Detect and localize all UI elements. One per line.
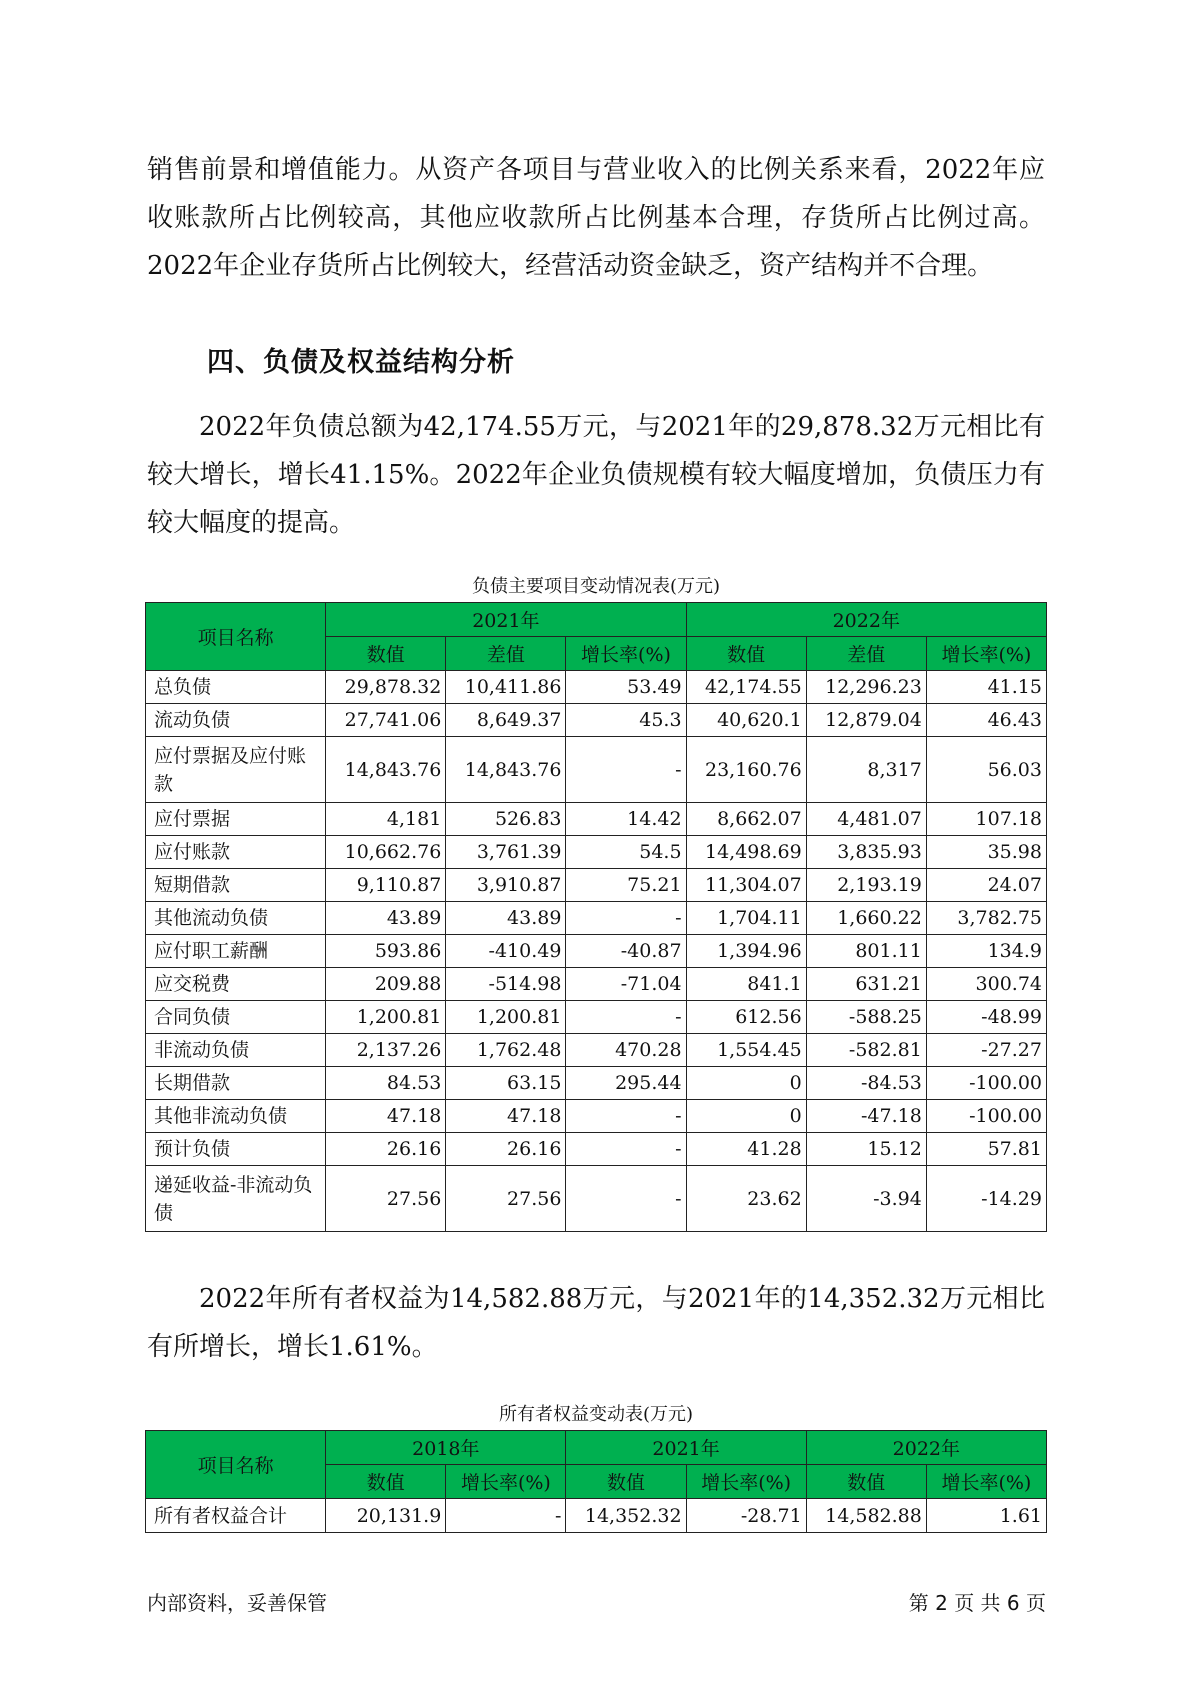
paragraph-liabilities: 2022年负债总额为42,174.55万元，与2021年的29,878.32万元相比有较大增长，增长41.15%。2022年企业负债规模有较大幅度增加，负债压力有较大幅度的提高。 [147, 412, 1045, 538]
table-row [146, 1499, 1047, 1533]
table-cell: 593.86 [326, 935, 446, 968]
header-growth: 增长率(%) [926, 637, 1046, 671]
table-cell: 53.49 [566, 671, 686, 704]
table-cell: 10,411.86 [446, 671, 566, 704]
table-cell: - [566, 1100, 686, 1133]
table-cell: 1.61 [926, 1499, 1046, 1533]
table-cell: 23,160.76 [686, 737, 806, 803]
table-cell: 3,782.75 [926, 902, 1046, 935]
table-row [146, 1034, 1047, 1067]
table-cell: 526.83 [446, 803, 566, 836]
table-cell: - [566, 1133, 686, 1166]
row-label: 应付票据 [146, 803, 326, 836]
table-caption-equity: 所有者权益变动表(万元) [498, 1404, 694, 1425]
row-label: 预计负债 [146, 1133, 326, 1166]
header-growth: 增长率(%) [926, 1465, 1046, 1499]
table-cell: 41.15 [926, 671, 1046, 704]
row-label: 短期借款 [146, 869, 326, 902]
table-cell: 47.18 [446, 1100, 566, 1133]
header-year-2022: 2022年 [686, 603, 1046, 637]
header-value: 数值 [326, 637, 446, 671]
table-cell: 8,317 [806, 737, 926, 803]
table-cell: 1,200.81 [326, 1001, 446, 1034]
section-heading: 四、负债及权益结构分析 [207, 347, 515, 378]
table-cell: 612.56 [686, 1001, 806, 1034]
table-cell: 43.89 [326, 902, 446, 935]
header-value: 数值 [326, 1465, 446, 1499]
header-item-name: 项目名称 [146, 603, 326, 671]
table-cell: 54.5 [566, 836, 686, 869]
table-cell: 12,879.04 [806, 704, 926, 737]
table-cell: 801.11 [806, 935, 926, 968]
row-label: 合同负债 [146, 1001, 326, 1034]
table-cell: 27,741.06 [326, 704, 446, 737]
table-row [146, 671, 1047, 704]
table-cell: - [566, 902, 686, 935]
table-row [146, 704, 1047, 737]
table-cell: - [566, 1166, 686, 1232]
row-label: 非流动负债 [146, 1034, 326, 1067]
table-cell: 107.18 [926, 803, 1046, 836]
table-cell: -84.53 [806, 1067, 926, 1100]
table-caption-liabilities: 负债主要项目变动情况表(万元) [471, 576, 721, 597]
table-cell: -514.98 [446, 968, 566, 1001]
table-cell: 14,843.76 [446, 737, 566, 803]
table-cell: -14.29 [926, 1166, 1046, 1232]
row-label: 其他非流动负债 [146, 1100, 326, 1133]
table-row [146, 1133, 1047, 1166]
table-cell: - [446, 1499, 566, 1533]
table-cell: 631.21 [806, 968, 926, 1001]
table-cell: 10,662.76 [326, 836, 446, 869]
table-row [146, 935, 1047, 968]
table-cell: 47.18 [326, 1100, 446, 1133]
table-cell: 3,910.87 [446, 869, 566, 902]
table-cell: 295.44 [566, 1067, 686, 1100]
table-cell: 14,498.69 [686, 836, 806, 869]
table-cell: -40.87 [566, 935, 686, 968]
table-cell: 1,762.48 [446, 1034, 566, 1067]
table-cell: 8,649.37 [446, 704, 566, 737]
table-cell: 2,193.19 [806, 869, 926, 902]
table-cell: -3.94 [806, 1166, 926, 1232]
header-value: 数值 [806, 1465, 926, 1499]
table-cell: 45.3 [566, 704, 686, 737]
row-label: 所有者权益合计 [146, 1499, 326, 1533]
table-cell: 29,878.32 [326, 671, 446, 704]
table-cell: 4,181 [326, 803, 446, 836]
row-label: 流动负债 [146, 704, 326, 737]
liabilities-table [145, 602, 1047, 1232]
table-cell: 75.21 [566, 869, 686, 902]
row-label: 递延收益-非流动负债 [146, 1166, 326, 1232]
table-cell: 8,662.07 [686, 803, 806, 836]
table-cell: 57.81 [926, 1133, 1046, 1166]
table-cell: 1,704.11 [686, 902, 806, 935]
table-cell: 0 [686, 1100, 806, 1133]
table-cell: -28.71 [686, 1499, 806, 1533]
row-label: 应付职工薪酬 [146, 935, 326, 968]
table-cell: 40,620.1 [686, 704, 806, 737]
table-cell: 3,835.93 [806, 836, 926, 869]
row-label: 应付账款 [146, 836, 326, 869]
table-cell: 26.16 [446, 1133, 566, 1166]
table-cell: 3,761.39 [446, 836, 566, 869]
table-row [146, 869, 1047, 902]
table-row [146, 1166, 1047, 1232]
table-cell: 841.1 [686, 968, 806, 1001]
table-row [146, 1001, 1047, 1034]
table-cell: -27.27 [926, 1034, 1046, 1067]
table-cell: 43.89 [446, 902, 566, 935]
table-cell: 42,174.55 [686, 671, 806, 704]
table-cell: 26.16 [326, 1133, 446, 1166]
table-row [146, 1100, 1047, 1133]
table-cell: 23.62 [686, 1166, 806, 1232]
table-cell: -71.04 [566, 968, 686, 1001]
table-row [146, 836, 1047, 869]
footer-page-number: 第 2 页 共 6 页 [908, 1591, 1046, 1615]
table-cell: -410.49 [446, 935, 566, 968]
table-cell: 12,296.23 [806, 671, 926, 704]
table-cell: 209.88 [326, 968, 446, 1001]
table-cell: 14.42 [566, 803, 686, 836]
table-cell: 134.9 [926, 935, 1046, 968]
header-value: 数值 [566, 1465, 686, 1499]
table-cell: - [566, 1001, 686, 1034]
row-label: 其他流动负债 [146, 902, 326, 935]
table-row [146, 968, 1047, 1001]
table-cell: -100.00 [926, 1100, 1046, 1133]
header-value: 数值 [686, 637, 806, 671]
table-cell: 56.03 [926, 737, 1046, 803]
header-year-2022: 2022年 [806, 1431, 1046, 1465]
header-year-2021: 2021年 [326, 603, 686, 637]
table-cell: - [566, 737, 686, 803]
row-label: 长期借款 [146, 1067, 326, 1100]
table-cell: 15.12 [806, 1133, 926, 1166]
table-cell: 2,137.26 [326, 1034, 446, 1067]
table-cell: -100.00 [926, 1067, 1046, 1100]
table-cell: 4,481.07 [806, 803, 926, 836]
row-label: 总负债 [146, 671, 326, 704]
table-cell: 1,554.45 [686, 1034, 806, 1067]
table-cell: 24.07 [926, 869, 1046, 902]
header-growth: 增长率(%) [446, 1465, 566, 1499]
table-cell: 470.28 [566, 1034, 686, 1067]
header-year-2021: 2021年 [566, 1431, 806, 1465]
table-cell: -48.99 [926, 1001, 1046, 1034]
table-cell: -588.25 [806, 1001, 926, 1034]
table-cell: 41.28 [686, 1133, 806, 1166]
table-row [146, 803, 1047, 836]
table-cell: 14,582.88 [806, 1499, 926, 1533]
table-cell: 27.56 [446, 1166, 566, 1232]
table-row [146, 902, 1047, 935]
row-label: 应付票据及应付账款 [146, 737, 326, 803]
equity-table [145, 1430, 1047, 1533]
header-item-name: 项目名称 [146, 1431, 326, 1499]
table-cell: 1,200.81 [446, 1001, 566, 1034]
table-cell: 14,352.32 [566, 1499, 686, 1533]
table-cell: 27.56 [326, 1166, 446, 1232]
table-cell: 1,394.96 [686, 935, 806, 968]
header-year-2018: 2018年 [326, 1431, 566, 1465]
table-row [146, 1067, 1047, 1100]
paragraph-asset-structure: 销售前景和增值能力。从资产各项目与营业收入的比例关系来看，2022年应收账款所占比例较高，其他应收款所占比例基本合理，存货所占比例过高。2022年企业存货所占比例较大，经营活动资金缺乏，资产结构并不合理。 [147, 155, 1045, 281]
table-cell: 84.53 [326, 1067, 446, 1100]
header-growth: 增长率(%) [686, 1465, 806, 1499]
table-cell: 1,660.22 [806, 902, 926, 935]
table-row [146, 737, 1047, 803]
header-diff: 差值 [446, 637, 566, 671]
table-cell: 46.43 [926, 704, 1046, 737]
table-cell: 9,110.87 [326, 869, 446, 902]
table-cell: -582.81 [806, 1034, 926, 1067]
table-cell: 300.74 [926, 968, 1046, 1001]
paragraph-equity: 2022年所有者权益为14,582.88万元，与2021年的14,352.32万元相比有所增长，增长1.61%。 [147, 1284, 1045, 1362]
header-diff: 差值 [806, 637, 926, 671]
table-cell: 20,131.9 [326, 1499, 446, 1533]
footer-confidential: 内部资料，妥善保管 [147, 1591, 327, 1615]
table-cell: 14,843.76 [326, 737, 446, 803]
header-growth: 增长率(%) [566, 637, 686, 671]
table-cell: 11,304.07 [686, 869, 806, 902]
table-cell: 63.15 [446, 1067, 566, 1100]
table-cell: 35.98 [926, 836, 1046, 869]
row-label: 应交税费 [146, 968, 326, 1001]
table-cell: 0 [686, 1067, 806, 1100]
table-cell: -47.18 [806, 1100, 926, 1133]
